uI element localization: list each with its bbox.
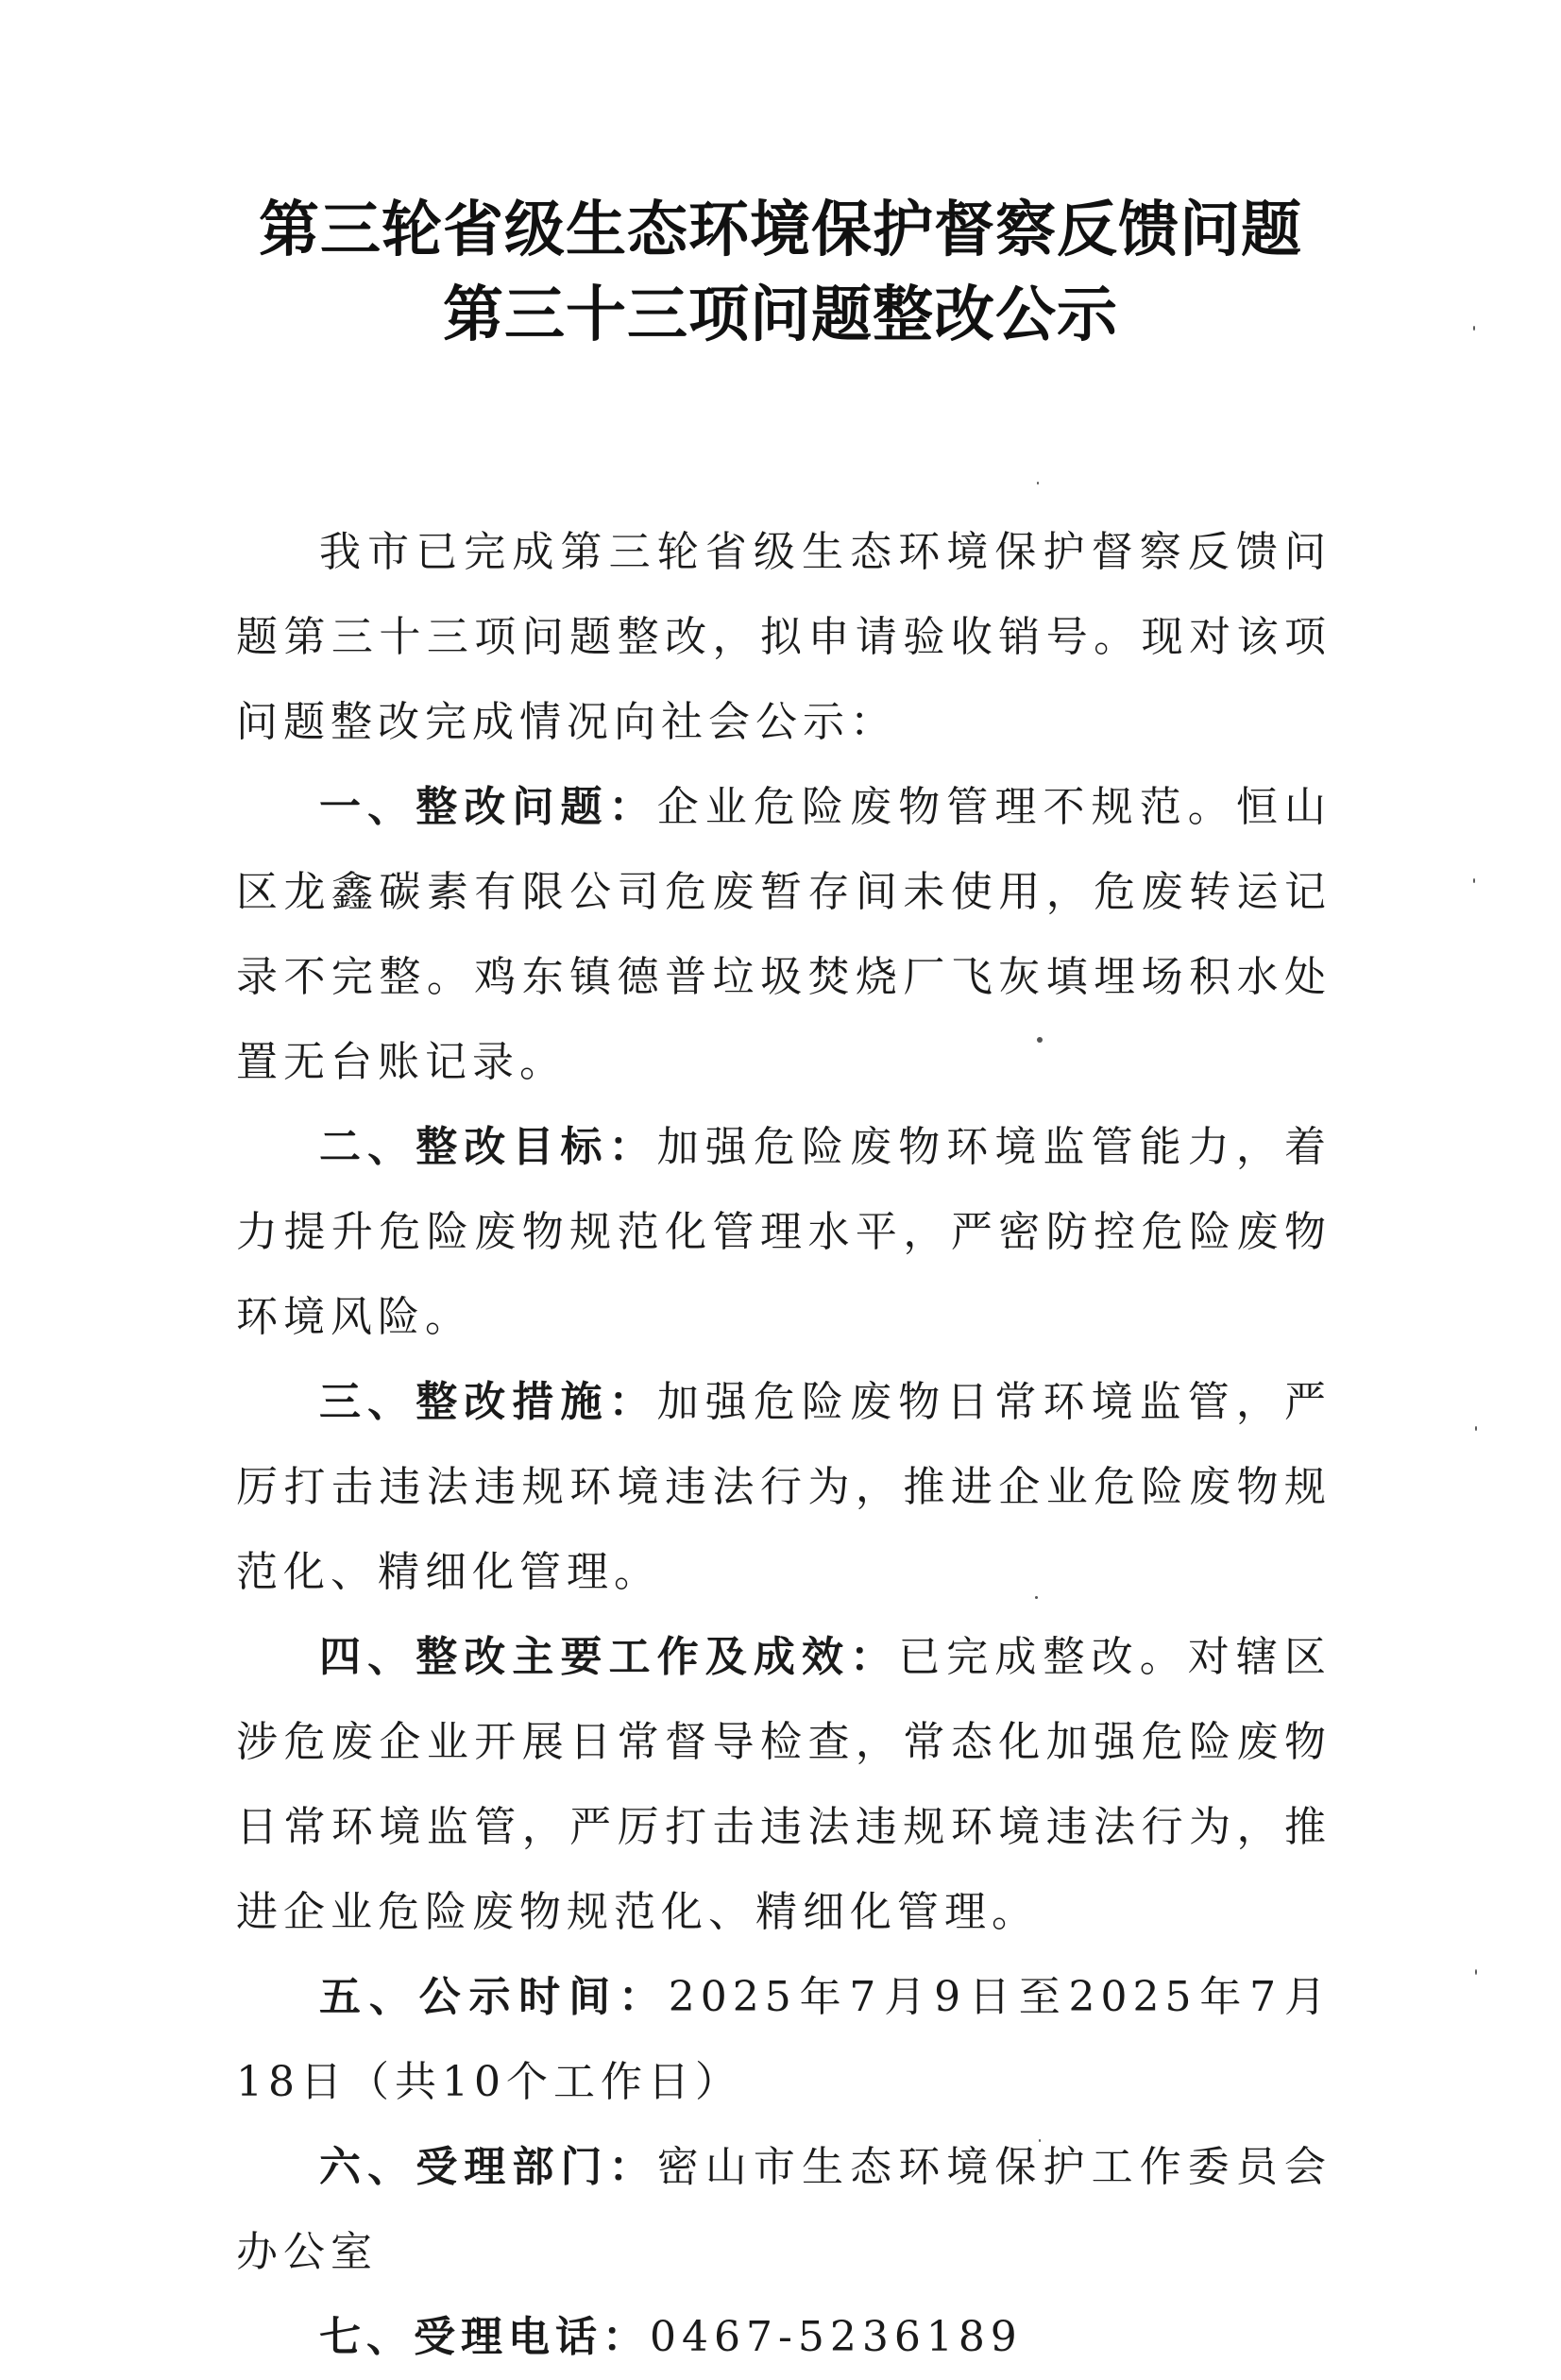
section-4-text: 已完成整改。对辖区涉危废企业开展日常督导检查，常态化加强危险废物日常环境监管，严厉打击违法违规环境违法行为，推进企业危险废物规范化、精细化管理。 [236,1633,1332,1936]
section-4 [236,1615,1332,1955]
section-3-text: 加强危险废物日常环境监管，严厉打击违法违规环境违法行为，推进企业危险废物规范化、精细化管理。 [236,1378,1332,1596]
scan-speck [1037,482,1039,484]
section-6-text: 密山市生态环境保护工作委员会办公室 [236,2143,1332,2276]
section-1 [236,765,1332,1105]
scan-speck [1473,326,1475,331]
document-title-line-2: 第三十三项问题整改公示 [443,280,1118,350]
section-5-heading: 五、公示时间： [319,1973,669,2021]
section-5 [236,1955,1332,2125]
scan-speck [1473,878,1475,883]
section-3-heading: 三、整改措施： [319,1378,657,1426]
section-4-heading: 四、整改主要工作及成效： [319,1633,899,1681]
section-7 [236,2295,1332,2380]
section-6-heading: 六、受理部门： [319,2143,657,2191]
section-2-heading: 二、整改目标： [319,1123,657,1171]
section-1-text: 企业危险废物管理不规范。恒山区龙鑫碳素有限公司危废暂存间未使用，危废转运记录不完整。鸡东镇德普垃圾焚烧厂飞灰填埋场积水处置无台账记录。 [236,783,1332,1086]
scan-speck [1475,1426,1477,1431]
section-3 [236,1360,1332,1615]
scan-speck [1039,2139,1041,2142]
intro-paragraph: 我市已完成第三轮省级生态环境保护督察反馈问题第三十三项问题整改，拟申请验收销号。现对该项问题整改完成情况向社会公示： [236,528,1332,746]
section-7-heading: 七、受理电话： [319,2313,650,2361]
document-body [236,510,1332,2380]
section-2 [236,1105,1332,1360]
scan-speck [1475,1969,1477,1975]
section-1-heading: 一、整改问题： [319,783,657,831]
section-6 [236,2125,1332,2295]
scan-speck [1037,1037,1043,1043]
document-title-line-1: 第三轮省级生态环境保护督察反馈问题 [259,195,1302,265]
section-5-text: 2025年7月9日至2025年7月18日（共10个工作日） [236,1973,1332,2106]
section-2-text: 加强危险废物环境监管能力，着力提升危险废物规范化管理水平，严密防控危险废物环境风险。 [236,1123,1332,1341]
scan-speck [1035,1596,1038,1599]
section-7-text: 0467-5236189 [650,2313,1023,2361]
